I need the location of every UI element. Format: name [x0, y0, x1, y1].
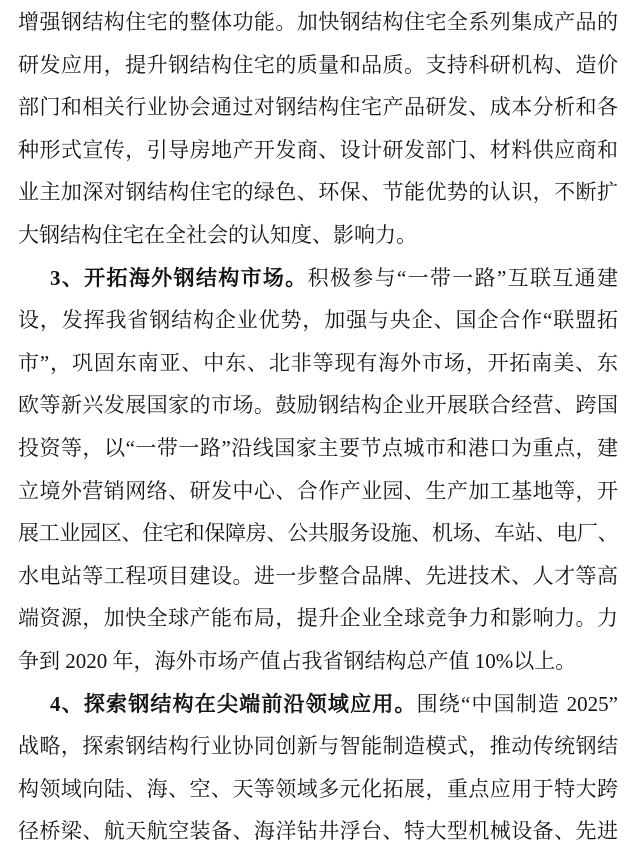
text-line	[18, 512, 618, 555]
line-text: 争到 2020 年，海外市场产值占我省钢结构总产值 10%以上。	[18, 648, 577, 673]
line-text: 投资等，以“一带一路”沿线国家主要节点城市和港口为重点，建	[18, 435, 618, 460]
section-4-heading: 4、探索钢结构在尖端前沿领域应用。	[50, 691, 417, 716]
line-text: 种形式宣传，引导房地产开发商、设计研发部门、材料供应商和	[18, 137, 618, 162]
line-text: 战略，探索钢结构行业协同创新与智能制造模式，推动传统钢结	[18, 734, 618, 759]
section-3-heading: 3、开拓海外钢结构市场。	[50, 265, 308, 290]
line-text: 市”，巩固东南亚、中东、北非等现有海外市场，开拓南美、东	[18, 350, 618, 375]
line-text: 展工业园区、住宅和保障房、公共服务设施、机场、车站、电厂、	[18, 521, 618, 546]
text-line	[18, 810, 618, 853]
line-text: 水电站等工程项目建设。进一步整合品牌、先进技术、人才等高	[18, 563, 618, 588]
text-line	[18, 683, 618, 726]
text-line	[18, 725, 618, 768]
line-text: 欧等新兴发展国家的市场。鼓励钢结构企业开展联合经营、跨国	[18, 393, 618, 418]
line-text: 增强钢结构住宅的整体功能。加快钢结构住宅全系列集成产品的	[18, 10, 618, 34]
text-line	[18, 44, 618, 87]
text-line	[18, 1, 618, 44]
text-line	[18, 597, 618, 640]
line-text: 设，发挥我省钢结构企业优势，加强与央企、国企合作“联盟拓	[18, 308, 618, 333]
text-line	[18, 129, 618, 172]
text-line	[18, 640, 618, 683]
text-line	[18, 86, 618, 129]
text-line	[18, 342, 618, 385]
line-text: 端资源，加快全球产能布局，提升企业全球竞争力和影响力。力	[18, 606, 618, 631]
text-line	[18, 768, 618, 811]
line-text: 围绕“中国制造 2025”	[416, 691, 618, 716]
text-line	[18, 555, 618, 598]
line-text: 大钢结构住宅在全社会的认知度、影响力。	[18, 222, 417, 247]
text-line	[18, 171, 618, 214]
line-text: 径桥梁、航天航空装备、海洋钻井浮台、特大型机械设备、先进	[18, 819, 618, 844]
line-text: 构领域向陆、海、空、天等领域多元化拓展，重点应用于特大跨	[18, 776, 618, 801]
text-line	[18, 257, 618, 300]
line-text: 研发应用，提升钢结构住宅的质量和品质。支持科研机构、造价	[18, 52, 618, 77]
text-line	[18, 384, 618, 427]
text-line	[18, 214, 618, 257]
line-text: 积极参与“一带一路”互联互通建	[307, 265, 618, 290]
text-line	[18, 470, 618, 513]
line-text: 部门和相关行业协会通过对钢结构住宅产品研发、成本分析和各	[18, 95, 618, 120]
line-text: 业主加深对钢结构住宅的绿色、环保、节能优势的认识，不断扩	[18, 180, 618, 205]
text-line	[18, 299, 618, 342]
line-text: 立境外营销网络、研发中心、合作产业园、生产加工基地等，开	[18, 478, 618, 503]
text-line	[18, 427, 618, 470]
